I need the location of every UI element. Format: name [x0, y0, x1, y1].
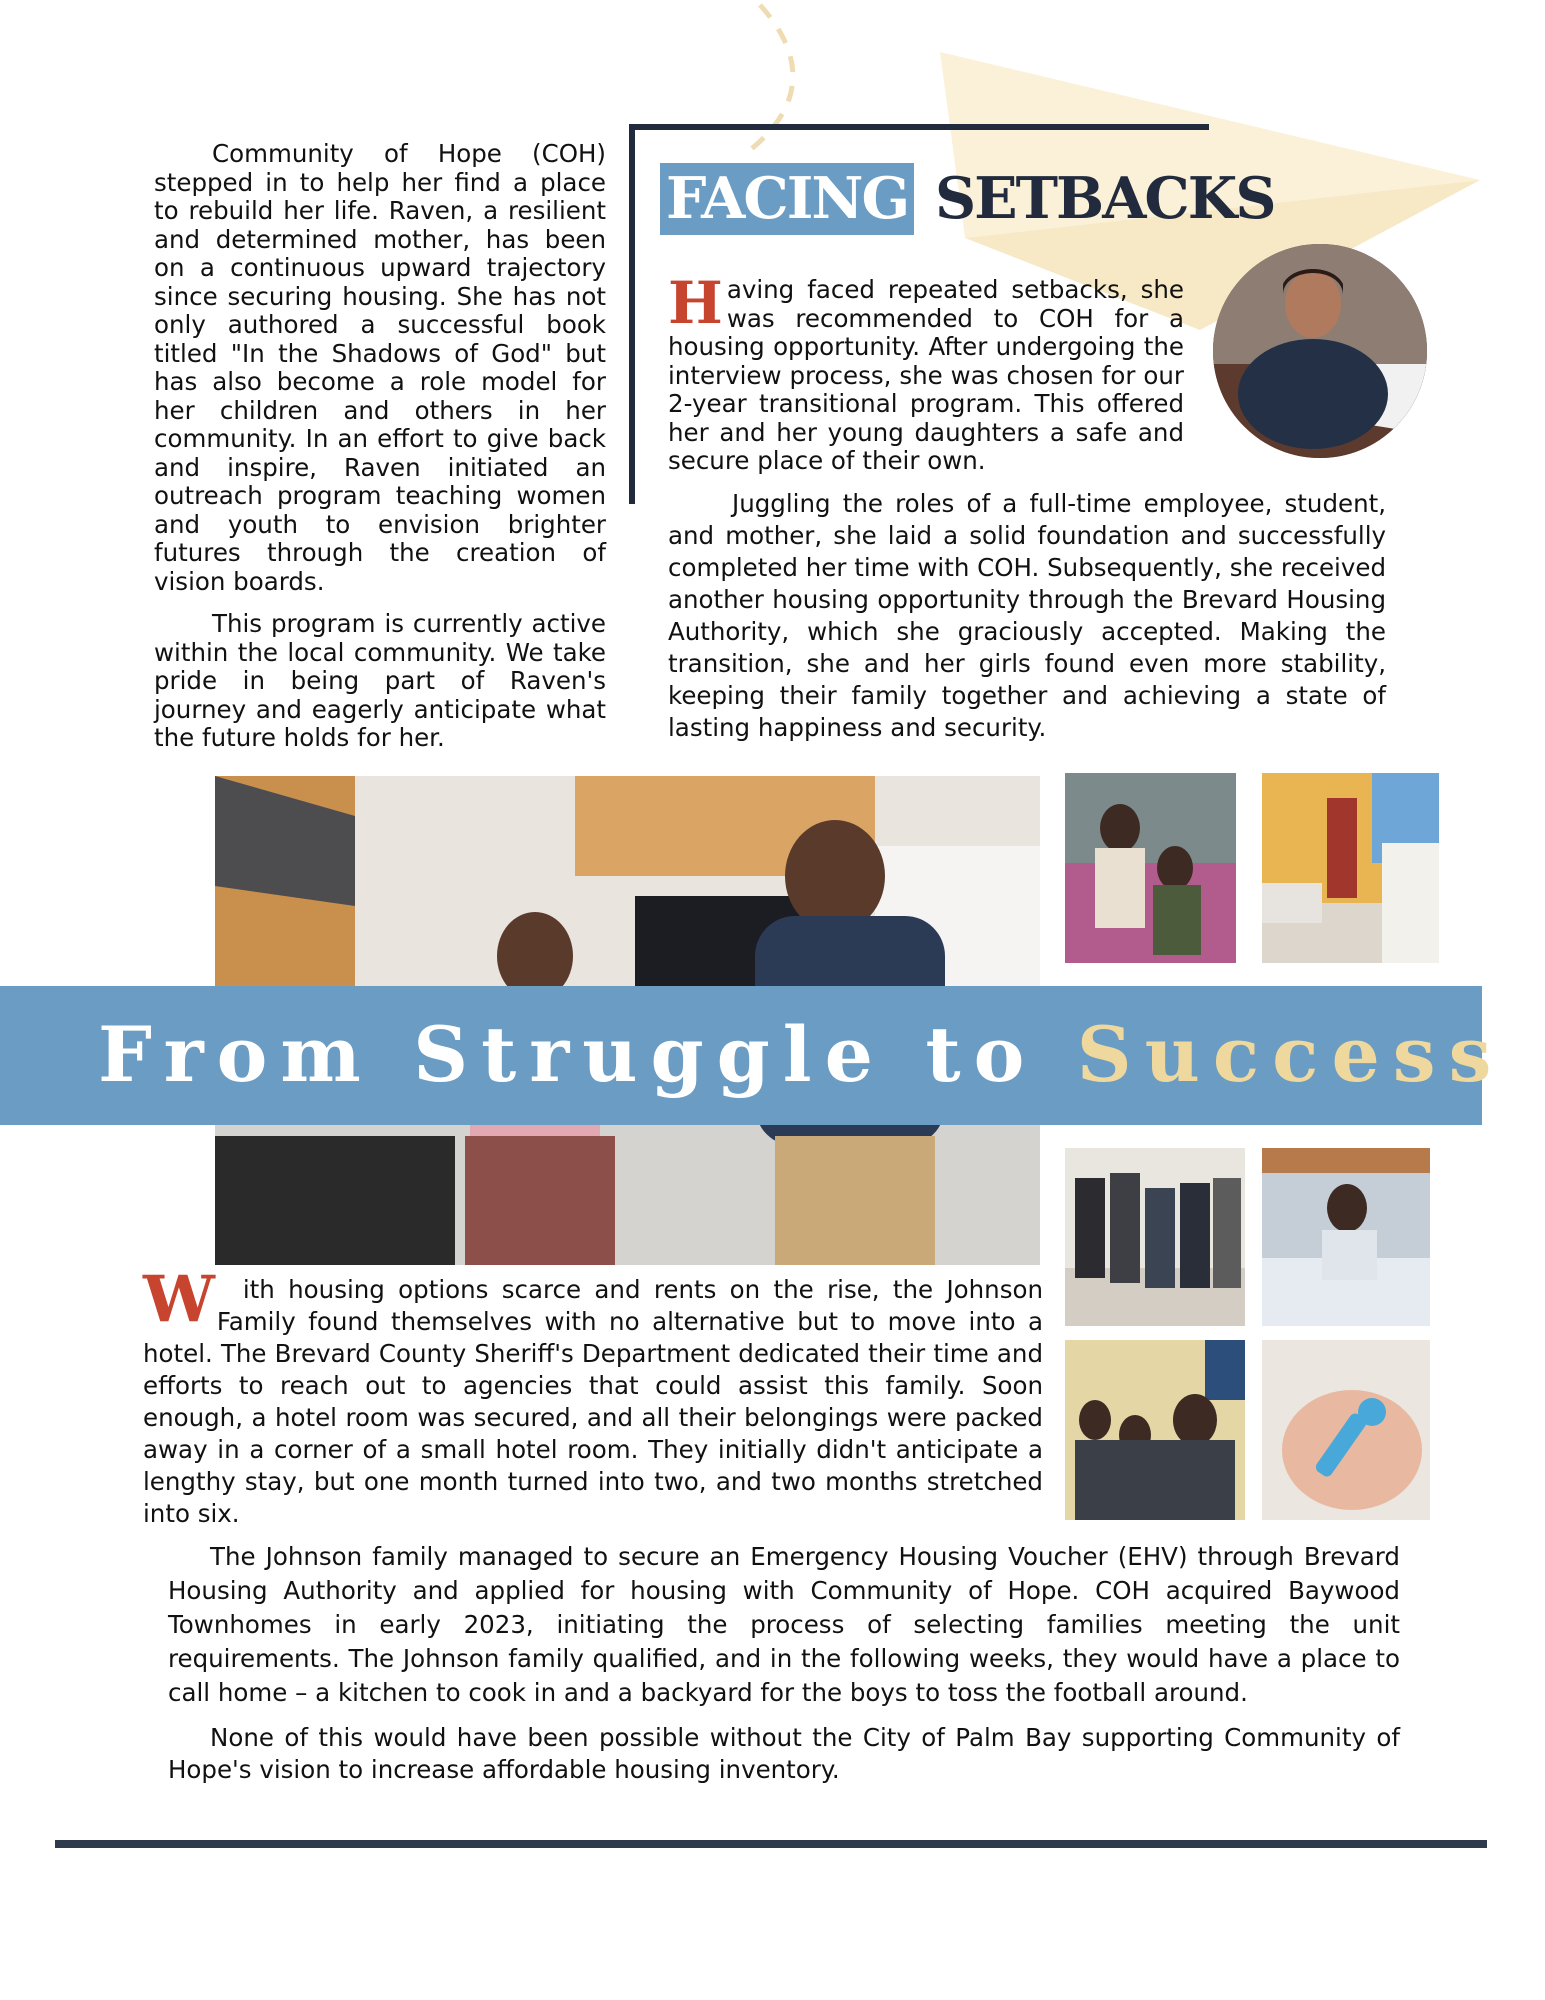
drop-cap-w: W	[143, 1262, 215, 1337]
section-title-highlight: FACING	[660, 163, 914, 235]
headline	[98, 1000, 1505, 1110]
left-column-text	[154, 140, 606, 767]
setbacks-paragraph-1-text: aving faced repeated setbacks, she was recommended to COH for a housing opportunity. After undergoing the interview process, she was chosen for our 2-year transitional program. This offered her and her young daughters a safe and secure place of their own.	[668, 275, 1184, 475]
child-on-bed-photo	[1262, 1148, 1430, 1326]
group-photo	[1065, 1148, 1245, 1326]
section-title: SETBACKS	[935, 165, 1275, 232]
raven-paragraph-1: Community of Hope (COH) stepped in to help her find a place to rebuild her life. Raven, a resilient and determined mother, has been on a continuous upward trajectory since securing housing. She has not only authored a successful book titled "In the Shadows of God" but has also become a role model for her children and others in her community. In an effort to give back and inspire, Raven initiated an outreach program teaching women and youth to envision brighter futures through the creation of vision boards.	[154, 139, 606, 596]
headline-gold-text: Success	[1076, 1010, 1505, 1099]
setbacks-paragraph-1	[668, 269, 1184, 476]
johnson-paragraph-1-text: ith housing options scarce and rents on the rise, the Johnson Family found themselves with no alternative but to move into a hotel. The Brevard County Sheriff's Department dedicated their time and efforts to reach out to agencies that could assist this family. Soon enough, a hotel room was secured, and all their belongings were packed away in a corner of a small hotel room. They initially didn't anticipate a lengthy stay, but one month turned into two, and two months stretched into six.	[143, 1275, 1043, 1528]
bottom-rule	[55, 1840, 1487, 1848]
frame-left-rule	[629, 124, 635, 504]
children-bedroom-photo	[1065, 773, 1236, 963]
headline-white-text: From Struggle to	[98, 1010, 1077, 1099]
raven-paragraph-2: This program is currently active within the local community. We take pride in being part of Raven's journey and eagerly anticipate what the future holds for her.	[154, 609, 606, 752]
portrait-photo	[1213, 244, 1427, 458]
setbacks-paragraph-2: Juggling the roles of a full-time employee, student, and mother, she laid a solid foundation and successfully completed her time with COH. Subsequently, she received another housing opportunity through the Brevard Housing Authority, which she graciously accepted. Making the transition, she and her girls found even more stability, keeping their family together and achieving a state of lasting happiness and security.	[668, 489, 1386, 742]
family-home-photo	[1065, 1340, 1245, 1520]
house-key-in-hand-photo	[1262, 1340, 1430, 1520]
hotel-balcony-photo	[1262, 773, 1439, 963]
johnson-paragraph-3: None of this would have been possible without the City of Palm Bay supporting Community of Hope's vision to increase affordable housing inventory.	[168, 1723, 1400, 1784]
frame-top-rule	[629, 124, 1209, 130]
johnson-paragraph-2: The Johnson family managed to secure an Emergency Housing Voucher (EHV) through Brevard Housing Authority and applied for housing with Community of Hope. COH acquired Baywood Townhomes in early 2023, initiating the process of selecting families meeting the unit requirements. The Johnson family qualified, and in the following weeks, they would have a place to call home – a kitchen to cook in and a backyard for the boys to toss the football around.	[168, 1542, 1400, 1707]
drop-cap-h: H	[668, 269, 723, 337]
johnson-paragraph-1	[143, 1262, 1043, 1530]
